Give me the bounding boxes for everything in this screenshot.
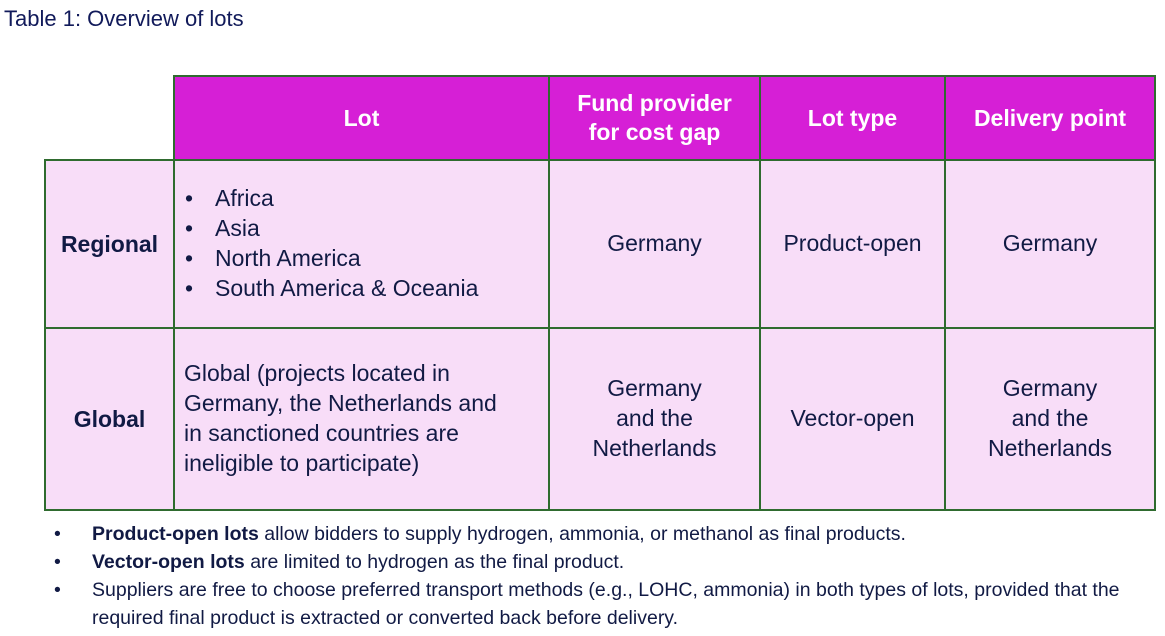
cell-line: and the	[1011, 405, 1089, 432]
regional-lot-cell	[174, 160, 549, 328]
row-label-global: Global	[45, 328, 174, 510]
cell-line: Germany	[1002, 230, 1098, 257]
note-text: allow bidders to supply hydrogen, ammonia, or methanol as final products.	[258, 523, 906, 545]
header-fund-provider-line: Fund provider	[577, 90, 732, 117]
list-item: • South America & Oceania	[185, 274, 548, 304]
header-lot: Lot	[174, 76, 549, 160]
table-row	[45, 160, 1155, 328]
header-corner-cell	[45, 76, 174, 160]
global-lot-cell	[174, 328, 549, 510]
row-label-regional: Regional	[45, 160, 174, 328]
note-text: Suppliers are free to choose preferred transport methods (e.g., LOHC, ammonia) in both types of lots, provided that the required final product is extracted or converted back before delivery.	[92, 579, 1120, 629]
table-row	[45, 328, 1155, 510]
cell-line: Global (projects located in	[184, 360, 450, 387]
cell-line: ineligible to participate)	[184, 449, 420, 476]
note-bold-term: Product-open lots	[92, 523, 259, 545]
global-lot-type-cell: Vector-open	[760, 328, 945, 510]
note-bold-term: Vector-open lots	[92, 551, 245, 573]
cell-line: Germany	[607, 230, 702, 257]
global-delivery-point-cell	[945, 328, 1155, 510]
cell-line: Germany	[607, 375, 702, 402]
notes-list	[52, 520, 1132, 632]
cell-line: and the	[616, 405, 693, 432]
header-delivery-point: Delivery point	[945, 76, 1155, 160]
header-fund-provider	[549, 76, 760, 160]
list-item: • Africa	[185, 184, 548, 214]
note-item	[52, 520, 1132, 548]
note-item	[52, 576, 1132, 632]
header-lot-type: Lot type	[760, 76, 945, 160]
note-item	[52, 548, 1132, 576]
regions-list	[175, 184, 548, 304]
cell-line: Germany	[1002, 375, 1098, 402]
page-title: Table 1: Overview of lots	[4, 6, 244, 31]
cell-line: in sanctioned countries are	[184, 420, 459, 446]
cell-line: Netherlands	[987, 434, 1113, 461]
list-item: • Asia	[185, 214, 548, 244]
regional-fund-provider-cell	[549, 160, 760, 328]
regional-lot-type-cell: Product-open	[760, 160, 945, 328]
cell-line: Germany, the Netherlands and	[184, 390, 497, 417]
regional-delivery-point-cell	[945, 160, 1155, 328]
note-text: are limited to hydrogen as the final product.	[244, 551, 625, 573]
table-header-row	[45, 76, 1155, 160]
lots-table	[44, 75, 1156, 511]
list-item: • North America	[185, 244, 548, 274]
cell-line: Netherlands	[592, 434, 717, 461]
header-fund-provider-line: for cost gap	[588, 119, 721, 145]
global-fund-provider-cell	[549, 328, 760, 510]
